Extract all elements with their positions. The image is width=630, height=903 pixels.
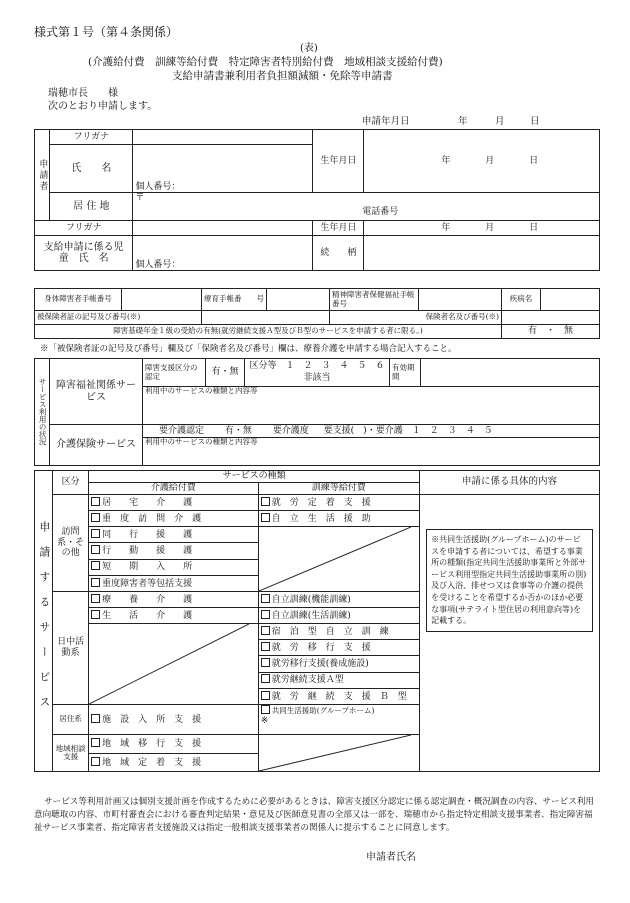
- training-day-item-7[interactable]: [258, 688, 419, 704]
- care-visit-item-1[interactable]: [89, 495, 259, 511]
- diagonal-line: [259, 527, 411, 591]
- insured-label: 被保険者証の記号及び番号(※): [35, 311, 202, 325]
- care-visit-item-3[interactable]: [89, 527, 259, 543]
- care-day-item-2[interactable]: [89, 608, 259, 624]
- training-day-item-4[interactable]: [258, 640, 419, 656]
- training-day-item-5[interactable]: [258, 656, 419, 672]
- training-visit-item-1-label: 就 労 定 着 支 援: [271, 497, 371, 508]
- relation-label: 続 柄: [313, 236, 364, 271]
- diagonal-line: [89, 624, 249, 704]
- support-cert-yes-no[interactable]: 有・無: [206, 359, 245, 387]
- checkbox: [261, 626, 270, 635]
- form-title: 支給申請書兼利用者負担額減額・免除等申請書: [172, 70, 393, 82]
- services-section-label: 申請するサービス: [35, 471, 53, 772]
- apply-date-month: 月: [495, 116, 505, 127]
- checkbox: [91, 513, 100, 522]
- community-item-2[interactable]: [89, 753, 259, 772]
- checkbox: [261, 691, 270, 700]
- support-class-label: 区分等 １ ２ ３ ４ ５ ６: [249, 360, 385, 371]
- training-residence-mark: ※: [260, 716, 269, 727]
- intro-text: 次のとおり申請します。: [48, 101, 158, 112]
- training-visit-blank: [258, 527, 419, 592]
- training-day-item-2[interactable]: [258, 608, 419, 624]
- community-blank: [258, 735, 419, 772]
- care-insurance-label: 介護保険サービス: [50, 425, 143, 466]
- care-degree-label: 要介護度: [272, 425, 309, 436]
- day-category-label: 日中活動系: [53, 592, 89, 705]
- usage-table: [34, 358, 600, 466]
- care-visit-item-6[interactable]: [89, 575, 259, 591]
- rehab-cert-field[interactable]: [267, 289, 330, 311]
- address-label: 居 住 地: [50, 193, 133, 221]
- services-table: [34, 470, 600, 772]
- community-category-label: 地域相談支援: [53, 735, 89, 772]
- child-name-label: 支給申請に係る児 童 氏 名: [35, 236, 133, 271]
- checkbox: [91, 497, 100, 506]
- checkbox: [91, 529, 100, 538]
- care-benefit-header: 介護給付費: [89, 483, 259, 495]
- child-birth-day: 日: [529, 222, 539, 233]
- training-day-item-6-label: 就労継続支援Ａ型: [271, 675, 344, 686]
- detail-field[interactable]: [420, 495, 600, 772]
- physical-cert-field[interactable]: [122, 289, 202, 311]
- insured-field[interactable]: [202, 311, 330, 325]
- insurer-label: 保険者名及び番号(※): [330, 311, 502, 325]
- consent-text: サービス等利用計画又は個別支援計画を作成するために必要があるときは、障害支援区分認定に係る認定調査・概況調査の内容、サービス利用意向聴取の内容、市町村審査会における審査判定結果・意見及び医師意見書の全部又は一部を、瑞穂市から指定特定相談支援事業者、指定障害福祉サービス事業者、指定障害者支援施設又は指定一般相談支援事業者の関係人に提示することに同意します。: [34, 797, 595, 833]
- child-personal-number-label: 個人番号：: [135, 259, 181, 270]
- disease-label: 疾病名: [502, 289, 541, 311]
- service-kinds-header: サービスの種類: [89, 471, 420, 483]
- care-visit-item-5[interactable]: [89, 559, 259, 575]
- care-visit-item-4[interactable]: [89, 543, 259, 559]
- care-visit-item-2[interactable]: [89, 511, 259, 527]
- diagonal-line: [259, 735, 411, 771]
- child-furigana-field[interactable]: [133, 221, 313, 236]
- postal-mark: 〒: [135, 193, 145, 203]
- training-benefit-header: 訓練等給付費: [258, 483, 419, 495]
- training-day-item-5-label: 就労移行支援(養成施設): [271, 659, 369, 670]
- address-field[interactable]: [133, 193, 600, 221]
- welfare-current-services[interactable]: [143, 387, 600, 425]
- disease-field[interactable]: [541, 289, 600, 311]
- physical-cert-label: 身体障害者手帳番号: [35, 289, 122, 311]
- applicant-section-label: 申請者: [35, 130, 50, 221]
- valid-period-label: 有効期間: [390, 359, 421, 387]
- care-cert-yes-no: 有・無: [224, 425, 252, 436]
- residence-category-label: 居住系: [53, 705, 89, 735]
- care-residence-item[interactable]: [89, 705, 259, 735]
- care-visit-item-3-label: 同 行 援 護: [102, 529, 193, 540]
- mental-cert-field[interactable]: [419, 289, 502, 311]
- care-visit-item-1-label: 居 宅 介 護: [102, 497, 193, 508]
- birth-day: 日: [529, 155, 539, 166]
- checkbox: [261, 610, 270, 619]
- community-item-1[interactable]: [89, 735, 259, 754]
- support-cert-label: 障害支援区分の認定: [143, 359, 206, 387]
- name-field[interactable]: [133, 145, 313, 193]
- child-birth-year: 年: [441, 222, 451, 233]
- phone-label: 電話番号: [362, 207, 399, 217]
- form-number: 様式第１号（第４条関係）: [34, 25, 179, 39]
- training-visit-item-2[interactable]: [258, 511, 419, 527]
- apply-date-label: 申請年月日: [362, 116, 410, 127]
- checkbox: [91, 594, 100, 603]
- care-cert-row[interactable]: [143, 425, 600, 438]
- apply-date-year: 年: [458, 116, 468, 127]
- relation-field[interactable]: [364, 236, 600, 271]
- training-day-item-4-label: 就 労 移 行 支 援: [271, 643, 371, 654]
- not-applicable-label: 非該当: [303, 372, 331, 383]
- care-residence-item-label: 施 設 入 所 支 援: [102, 714, 202, 725]
- training-visit-item-2-label: 自 立 生 活 援 助: [271, 513, 371, 524]
- name-label: 氏 名: [50, 145, 133, 193]
- mental-cert-label: 精神障害者保健福祉手帳番号: [330, 289, 419, 311]
- certificate-table: [34, 288, 600, 339]
- care-day-item-1-label: 療 養 介 護: [102, 594, 193, 605]
- furigana-field[interactable]: [133, 130, 313, 145]
- birth-month: 月: [485, 155, 495, 166]
- care-levels: 要支援( )・要介護 １ ２ ３ ４ ５: [323, 425, 493, 436]
- signature-label: 申請者氏名: [366, 852, 416, 863]
- rehab-cert-label: 療育手帳番 号: [202, 289, 267, 311]
- category-header: 区分: [53, 471, 89, 495]
- checkbox: [261, 658, 270, 667]
- training-residence-item-label: 共同生活援助(グループホーム): [271, 706, 375, 715]
- furigana-label: フリガナ: [50, 130, 133, 145]
- checkbox: [91, 561, 100, 570]
- care-current-services-label: 利用中のサービスの種類と内容等: [145, 437, 258, 446]
- usage-section-label: サービス利用の状況: [35, 359, 50, 466]
- training-day-item-3-label: 宿 泊 型 自 立 訓 練: [271, 626, 389, 637]
- support-class-field[interactable]: [245, 359, 390, 387]
- addressee: 瑞穂市長 様: [48, 88, 118, 99]
- insurer-field[interactable]: [502, 311, 600, 325]
- checkbox: [261, 705, 270, 714]
- care-cert-label: 要介護認定: [159, 425, 205, 436]
- training-day-item-3[interactable]: [258, 624, 419, 640]
- birth-field[interactable]: [364, 130, 600, 193]
- care-day-item-2-label: 生 活 介 護: [102, 610, 193, 621]
- training-day-item-7-label: 就 労 継 続 支 援 Ｂ 型: [271, 691, 407, 702]
- training-residence-item[interactable]: [258, 705, 419, 735]
- checkbox: [261, 497, 270, 506]
- community-item-2-label: 地 域 定 着 支 援: [102, 757, 202, 768]
- care-visit-item-2-label: 重 度 訪 問 介 護: [102, 513, 202, 524]
- training-day-item-6[interactable]: [258, 672, 419, 688]
- care-visit-item-5-label: 短 期 入 所: [102, 562, 193, 573]
- checkbox: [261, 594, 270, 603]
- care-day-blank: [89, 624, 259, 705]
- child-birth-label: 生年月日: [313, 221, 364, 236]
- training-day-item-1[interactable]: [258, 592, 419, 608]
- training-visit-item-1[interactable]: [258, 495, 419, 511]
- personal-number-label: 個人番号：: [135, 181, 181, 192]
- form-subtitle: (介護給付費 訓練等給付費 特定障害者特別給付費 地域相談支援給付費): [88, 56, 443, 68]
- birth-year: 年: [441, 155, 451, 166]
- pension-label: 障害基礎年金１級の受給の有無(就労継続支援Ａ型及びＢ型のサービスを申請する者に限る。): [35, 325, 502, 339]
- checkbox: [91, 738, 100, 747]
- checkbox: [261, 674, 270, 683]
- child-furigana-label: フリガナ: [35, 221, 133, 236]
- child-birth-month: 月: [485, 222, 495, 233]
- checkbox: [91, 714, 100, 723]
- child-birth-field[interactable]: [364, 221, 600, 236]
- applicant-table: [34, 129, 600, 271]
- care-visit-item-4-label: 行 動 援 護: [102, 546, 193, 557]
- welfare-current-services-label: 利用中のサービスの種類と内容等: [145, 386, 258, 395]
- insurance-note: ※「被保険者証の記号及び番号」欄及び「保険者名及び番号」欄は、療養介護を申請する場合記入すること。: [40, 344, 457, 354]
- checkbox: [91, 545, 100, 554]
- visit-category-label: 訪問系・その他: [53, 495, 89, 592]
- table-mark: (表): [300, 43, 318, 54]
- valid-period-field[interactable]: [421, 359, 600, 387]
- checkbox: [261, 642, 270, 651]
- community-item-1-label: 地 域 移 行 支 援: [102, 739, 202, 750]
- checkbox: [91, 757, 100, 766]
- training-day-item-1-label: 自立訓練(機能訓練): [271, 594, 351, 605]
- care-visit-item-6-label: 重度障害者等包括支援: [102, 578, 193, 589]
- care-day-item-1[interactable]: [89, 592, 259, 608]
- checkbox: [91, 578, 100, 587]
- care-current-services[interactable]: [143, 438, 600, 466]
- apply-date-day: 日: [530, 116, 540, 127]
- detail-header: 申請に係る具体的内容: [420, 471, 600, 495]
- welfare-label: 障害福祉関係サービス: [50, 359, 143, 425]
- birth-label: 生年月日: [313, 130, 364, 193]
- group-home-note: ※共同生活援助(グループホーム)のサービスを申請する者については、希望する事業所の種類(指定共同生活援助事業所と外部サービス利用型指定共同生活援助事業所の別)及び入浴、排せつ又は食事等の介護の提供を受けることを希望するか否かのほか必要な事項(サテライト型住居の利用意向等)を記載する。: [426, 529, 593, 632]
- pension-yes-no[interactable]: 有 ・ 無: [502, 325, 600, 339]
- checkbox: [91, 610, 100, 619]
- child-name-field[interactable]: [133, 236, 313, 271]
- checkbox: [261, 513, 270, 522]
- training-day-item-2-label: 自立訓練(生活訓練): [271, 610, 351, 621]
